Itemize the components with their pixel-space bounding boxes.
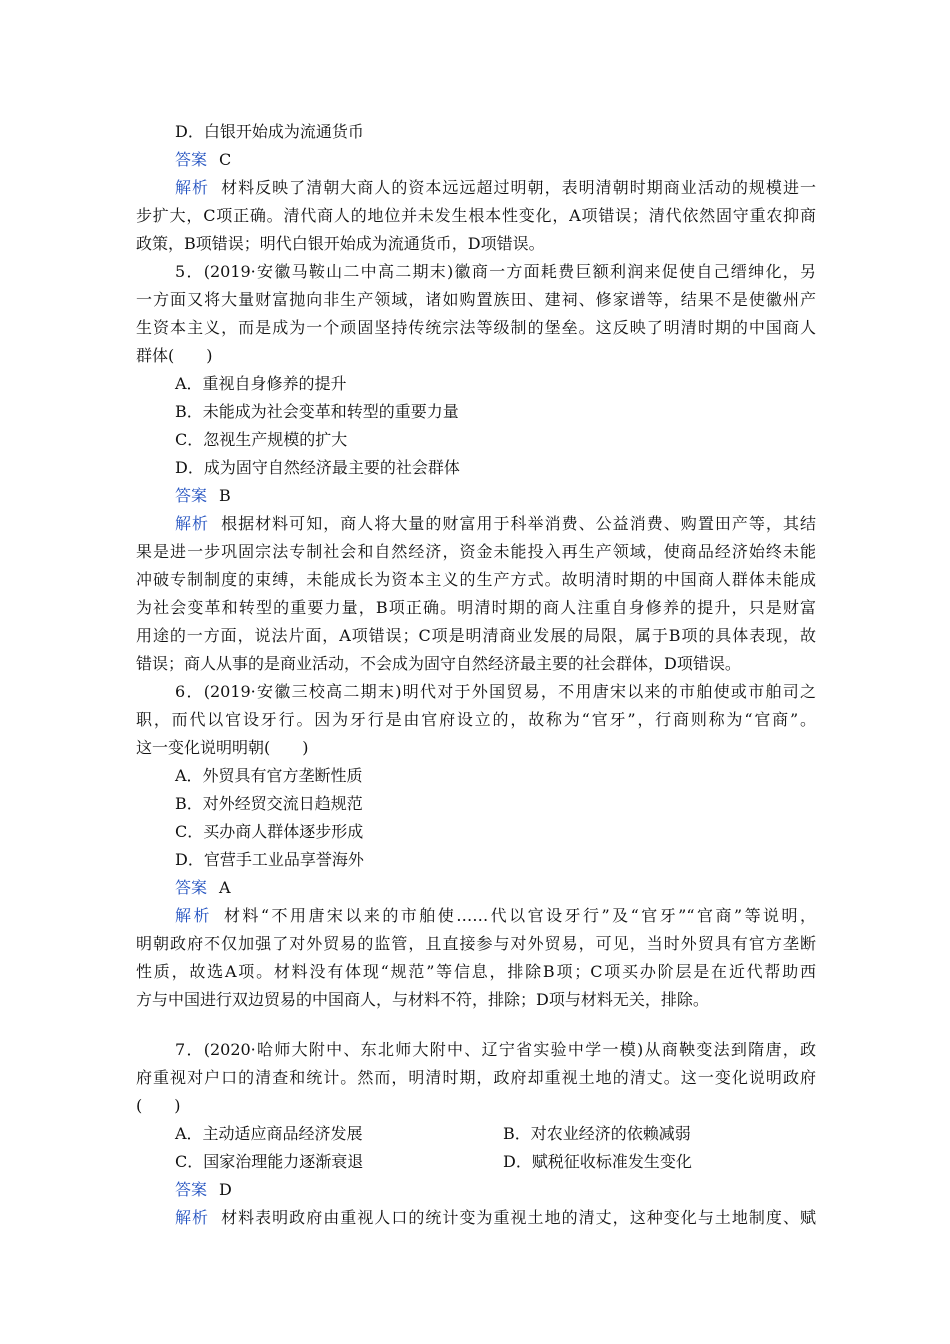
- q7-answer: [175, 1176, 816, 1204]
- q5-answer: [175, 482, 816, 510]
- analysis-label: 解析: [175, 1208, 210, 1227]
- q6-analysis-line: 解析 材料“不用唐宋以来的市舶使……代以官设牙行”及“官牙”“官商”等说明，: [175, 906, 816, 925]
- answer-value: C: [219, 150, 232, 169]
- q4-option-d: D．白银开始成为流通货币: [175, 122, 364, 141]
- analysis-label: 解析: [175, 906, 212, 925]
- q5-analysis-line: 冲破专制制度的束缚，未能成长为资本主义的生产方式。故明清时期的中国商人群体未能成: [136, 570, 816, 589]
- q5-stem-line: 一方面又将大量财富抛向非生产领域，诸如购置族田、建祠、修家谱等，结果不是使徽州产: [136, 290, 816, 309]
- q5-analysis-line: 用途的一方面，说法片面，A项错误；C项是明清商业发展的局限，属于B项的具体表现，故: [136, 626, 816, 645]
- q5-stem-line: 群体( ): [136, 346, 213, 365]
- answer-label: 答案: [175, 878, 208, 897]
- q6-option-c: C．买办商人群体逐步形成: [175, 822, 364, 841]
- q4-analysis-line: 解析 材料反映了清朝大商人的资本远远超过明朝，表明清朝时期商业活动的规模进一: [175, 178, 816, 197]
- q6-stem-line: 职，而代以官设牙行。因为牙行是由官府设立的，故称为“官牙”，行商则称为“官商”。: [136, 710, 816, 729]
- q5-analysis-line: 果是进一步巩固宗法专制社会和自然经济，资金未能投入再生产领域，使商品经济始终未能: [136, 542, 816, 561]
- analysis-label: 解析: [175, 178, 210, 197]
- q4-analysis-line: 步扩大，C项正确。清代商人的地位并未发生根本性变化，A项错误；清代依然固守重农抑商: [136, 206, 816, 225]
- q5-analysis-line: 错误；商人从事的是商业活动，不会成为固守自然经济最主要的社会群体，D项错误。: [136, 654, 741, 673]
- q6-stem-line: 这一变化说明明朝( ): [136, 738, 309, 757]
- q5-option-b: B．未能成为社会变革和转型的重要力量: [175, 402, 459, 421]
- analysis-label: 解析: [175, 514, 210, 533]
- answer-value: A: [219, 878, 231, 897]
- q5-option-a: A．重视自身修养的提升: [175, 374, 347, 393]
- answer-label: 答案: [175, 1180, 208, 1199]
- q4-analysis-line: 政策，B项错误；明代白银开始成为流通货币，D项错误。: [136, 234, 545, 253]
- answer-value: B: [219, 486, 231, 505]
- q7-analysis-line: 解析 材料表明政府由重视人口的统计变为重视土地的清丈，这种变化与土地制度、赋: [175, 1208, 816, 1227]
- q5-analysis-line: 解析 根据材料可知，商人将大量的财富用于科举消费、公益消费、购置田产等，其结: [175, 514, 816, 533]
- q7-stem-line: 7．(2020·哈师大附中、东北师大附中、辽宁省实验中学一模)从商鞅变法到隋唐，政: [175, 1040, 816, 1059]
- q7-option-b: B．对农业经济的依赖减弱: [503, 1124, 691, 1143]
- q6-option-a: A．外贸具有官方垄断性质: [175, 766, 363, 785]
- q5-option-d: D．成为固守自然经济最主要的社会群体: [175, 458, 460, 477]
- q6-analysis-line: 方与中国进行双边贸易的中国商人，与材料不符，排除；D项与材料无关，排除。: [136, 990, 709, 1009]
- q5-stem-line: 5．(2019·安徽马鞍山二中高二期末)徽商一方面耗费巨额利润来促使自己缙绅化，另: [175, 262, 816, 281]
- answer-value: D: [219, 1180, 232, 1199]
- q4-answer: [175, 146, 816, 174]
- q5-option-c: C．忽视生产规模的扩大: [175, 430, 348, 449]
- answer-label: 答案: [175, 486, 208, 505]
- q7-stem-line: 府重视对户口的清查和统计。然而，明清时期，政府却重视土地的清丈。这一变化说明政府: [136, 1068, 816, 1087]
- q5-stem-line: 生资本主义，而是成为一个顽固坚持传统宗法等级制的堡垒。这反映了明清时期的中国商人: [136, 318, 816, 337]
- q7-option-d: D．赋税征收标准发生变化: [503, 1152, 692, 1171]
- q6-option-d: D．官营手工业品享誉海外: [175, 850, 364, 869]
- q6-analysis-line: 性质，故选A项。材料没有体现“规范”等信息，排除B项；C项买办阶层是在近代帮助西: [136, 962, 816, 981]
- q6-analysis-line: 明朝政府不仅加强了对外贸易的监管，且直接参与对外贸易，可见，当时外贸具有官方垄断: [136, 934, 816, 953]
- q7-option-a: A．主动适应商品经济发展: [175, 1124, 363, 1143]
- q5-analysis-line: 为社会变革和转型的重要力量，B项正确。明清时期的商人注重自身修养的提升，只是财富: [136, 598, 816, 617]
- answer-label: 答案: [175, 150, 208, 169]
- q7-option-c: C．国家治理能力逐渐衰退: [175, 1152, 364, 1171]
- q6-stem-line: 6．(2019·安徽三校高二期末)明代对于外国贸易，不用唐宋以来的市舶使或市舶司之: [175, 682, 816, 701]
- q6-option-b: B．对外经贸交流日趋规范: [175, 794, 363, 813]
- q7-stem-line: ( ): [136, 1096, 181, 1115]
- q6-answer: [175, 874, 816, 902]
